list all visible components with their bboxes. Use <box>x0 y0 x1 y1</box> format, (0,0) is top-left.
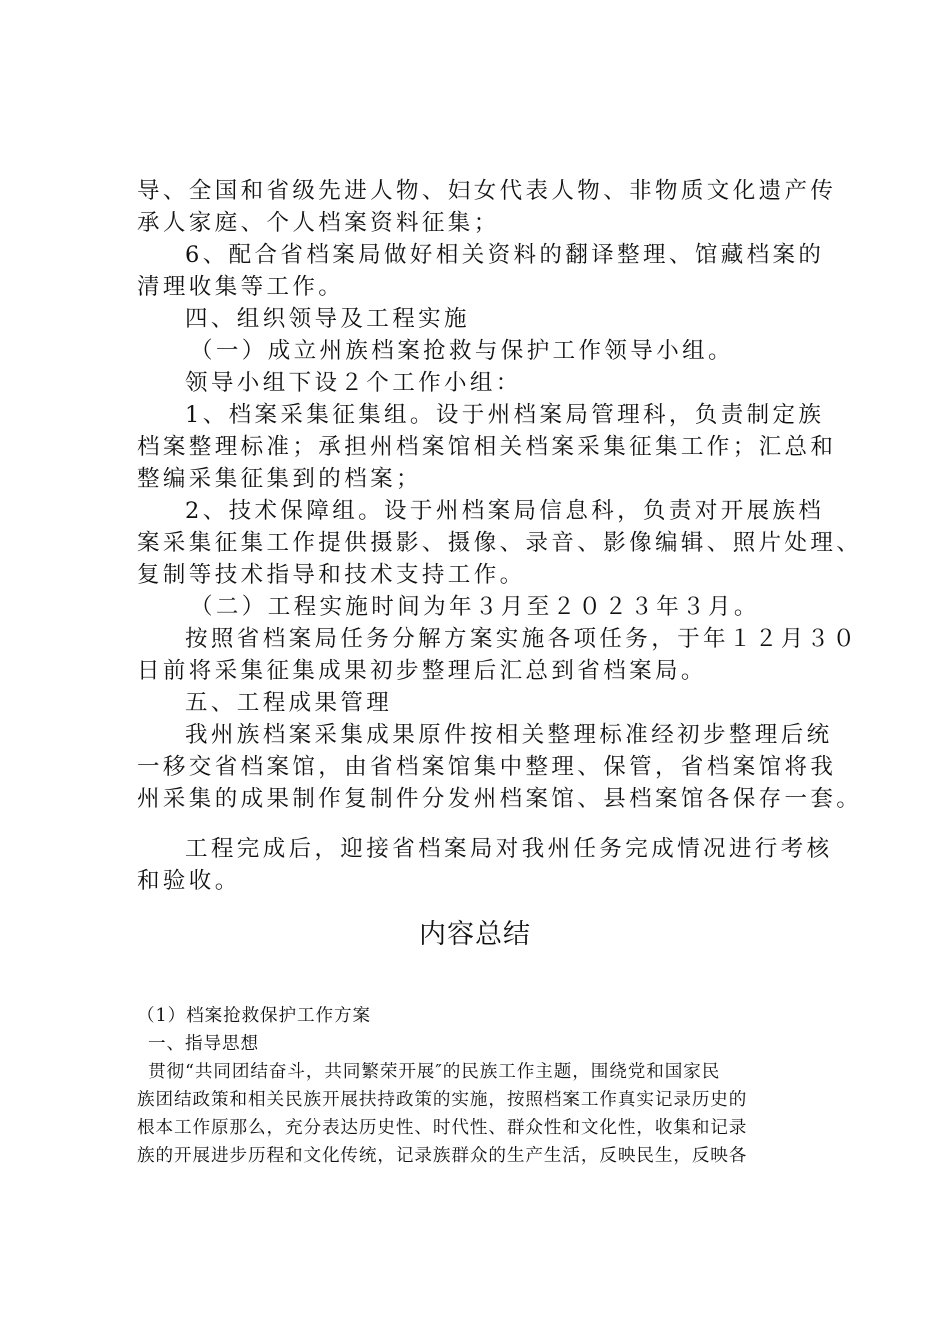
subsection-heading: （一）成立州族档案抢救与保护工作领导小组。 <box>190 338 734 364</box>
body-line: 整编采集征集到的档案； <box>137 466 422 492</box>
summary-line: 根本工作原那么，充分表达历史性、时代性、群众性和文化性，收集和记录 <box>137 1118 748 1138</box>
summary-line: 贯彻“共同团结奋斗，共同繁荣开展″的民族工作主题，围绕党和国家民 <box>148 1062 721 1082</box>
body-line: 清理收集等工作。 <box>137 274 345 300</box>
body-line: 我州族档案采集成果原件按相关整理标准经初步整理后统 <box>185 722 833 748</box>
subsection-heading: （二）工程实施时间为年３月至２０２３年３月。 <box>190 594 760 620</box>
body-line: 1、档案采集征集组。设于州档案局管理科，负责制定族 <box>185 402 825 428</box>
body-line: 案采集征集工作提供摄影、摄像、录音、影像编辑、照片处理、 <box>137 530 863 556</box>
body-line: 日前将采集征集成果初步整理后汇总到省档案局。 <box>137 658 707 684</box>
body-line: 州采集的成果制作复制件分发州档案馆、县档案馆各保存一套。 <box>137 786 863 812</box>
body-line: 导、全国和省级先进人物、妇女代表人物、非物质文化遗产传 <box>137 178 837 204</box>
body-line: 承人家庭、个人档案资料征集； <box>137 210 500 236</box>
section-heading: 四、组织领导及工程实施 <box>185 306 470 332</box>
body-line: 领导小组下设２个工作小组： <box>185 370 522 396</box>
summary-line: 一、指导思想 <box>148 1034 259 1054</box>
summary-line: （1）档案抢救保护工作方案 <box>137 1006 372 1026</box>
section-heading: 五、工程成果管理 <box>185 690 393 716</box>
body-line: 和验收。 <box>137 868 241 894</box>
summary-line: 族的开展进步历程和文化传统，记录族群众的生产生活，反映民生，反映各 <box>137 1146 748 1166</box>
body-line: 档案整理标准；承担州档案馆相关档案采集征集工作；汇总和 <box>137 434 837 460</box>
summary-title: 内容总结 <box>419 919 531 950</box>
body-line: 6、配合省档案局做好相关资料的翻译整理、馆藏档案的 <box>185 242 825 268</box>
body-line: 一移交省档案馆，由省档案馆集中整理、保管，省档案馆将我 <box>137 754 837 780</box>
body-line: 复制等技术指导和技术支持工作。 <box>137 562 526 588</box>
summary-line: 族团结政策和相关民族开展扶持政策的实施，按照档案工作真实记录历史的 <box>137 1090 748 1110</box>
body-line: 2、技术保障组。设于州档案局信息科，负责对开展族档 <box>185 498 825 524</box>
body-line: 按照省档案局任务分解方案实施各项任务，于年１２月３０ <box>185 626 859 652</box>
body-line: 工程完成后，迎接省档案局对我州任务完成情况进行考核 <box>185 836 833 862</box>
